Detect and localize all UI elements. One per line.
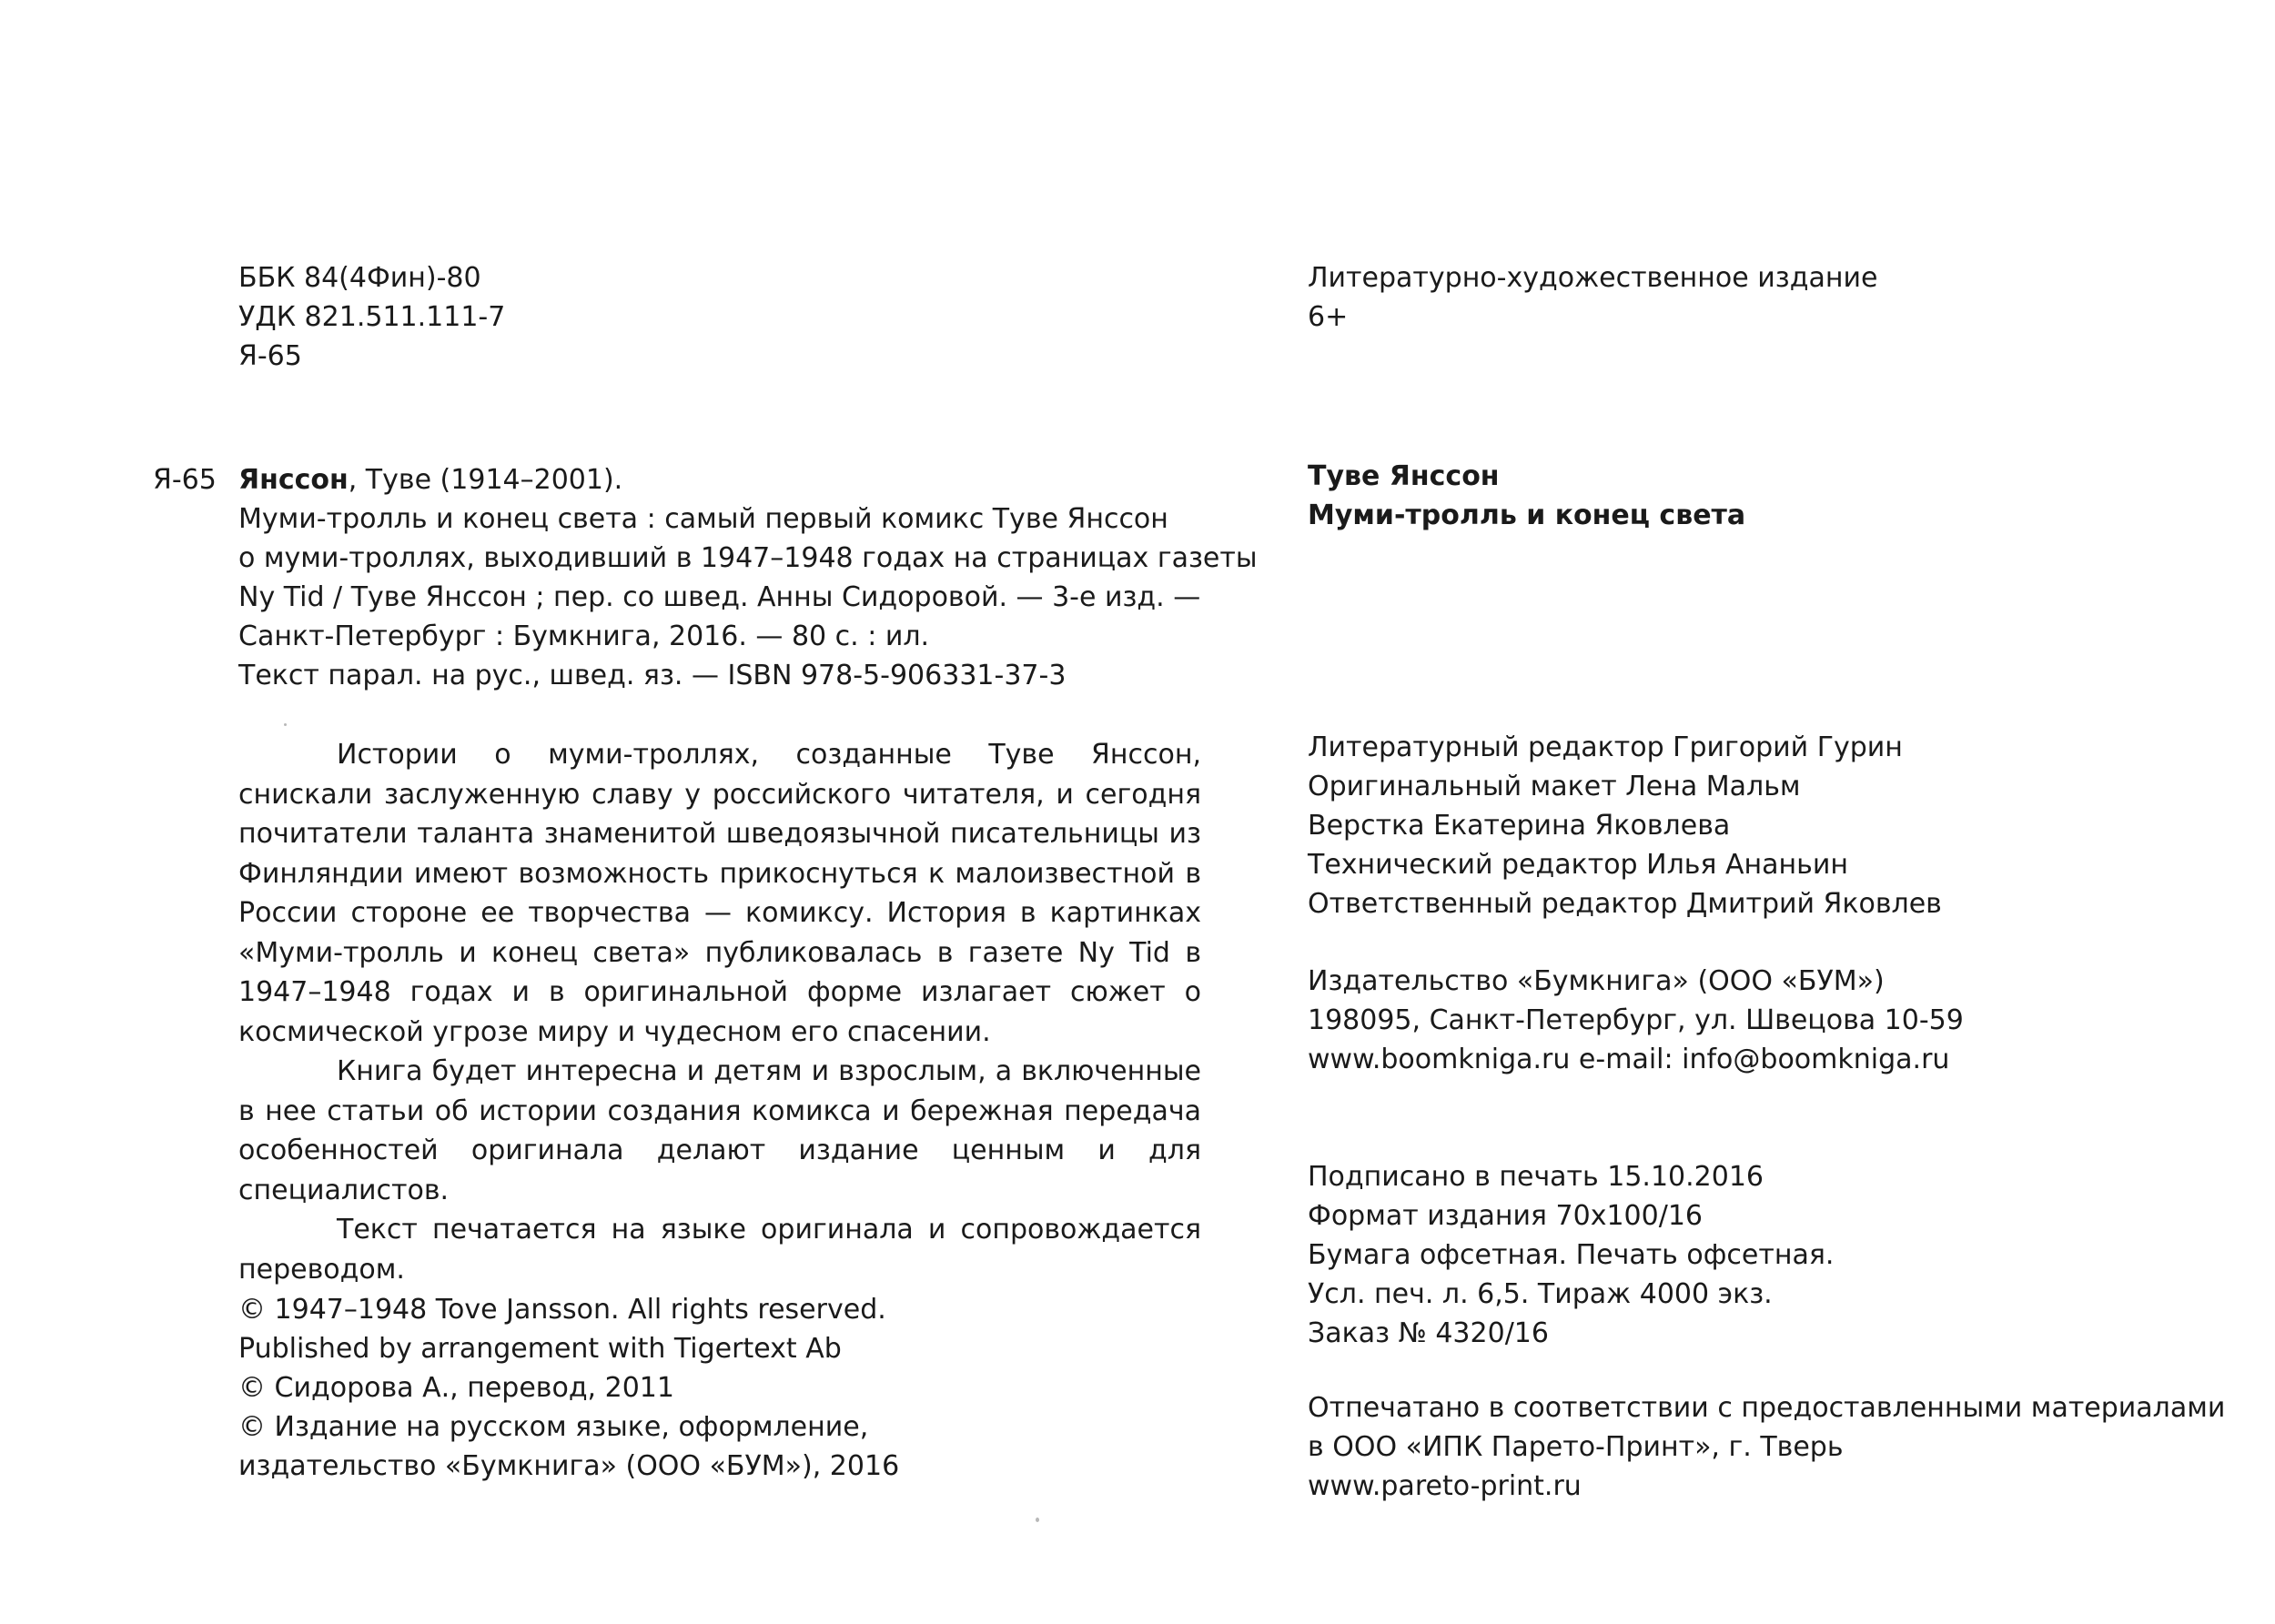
print-line: Бумага офсетная. Печать офсетная. (1308, 1239, 1835, 1271)
udk-code: УДК 821.511.111-7 (238, 301, 506, 333)
annotation-paragraph: Книга будет интересна и детям и взрослым, а включенные в нее статьи об истории создания комикса и бережная передача особенностей оригинала делают издание ценным и для специалистов. (238, 1055, 1201, 1206)
annotation-paragraph: Истории о муми-троллях, созданные Туве Янссон, снискали заслуженную славу у российского читателя, и сегодня почитатели таланта знаменитой шведоязычной писательницы из Финляндии имеют возможность прикоснуться к малоизвестной в России стороне ее творчества — комиксу. История в картинках «Муми-тролль и конец света» публиковалась в газете Ny Tid в 1947–1948 годах и в оригинальной форме излагает сюжет о космической угрозе миру и чудесном его спасении. (238, 739, 1201, 1048)
annotation (238, 735, 1201, 1289)
printer-info (1308, 1388, 2225, 1506)
print-line: Усл. печ. л. 6,5. Тираж 4000 экз. (1308, 1278, 1773, 1310)
bib-line: Санкт-Петербург : Бумкнига, 2016. — 80 с. : ил. (238, 620, 930, 652)
copyright-line: © Сидорова А., перевод, 2011 (238, 1372, 674, 1404)
bib-line: Текст парал. на рус., швед. яз. — ISBN 978-5-906331-37-3 (238, 660, 1067, 691)
author-heading (238, 460, 1258, 499)
book-author: Туве Янссон (1308, 460, 1500, 492)
printer-line: www.pareto-print.ru (1308, 1470, 1582, 1502)
book-title: Муми-тролль и конец света (1308, 499, 1746, 531)
print-line: Подписано в печать 15.10.2016 (1308, 1161, 1764, 1193)
publisher-web: www.boomkniga.ru e-mail: info@boomkniga.ru (1308, 1044, 1950, 1075)
printer-line: Отпечатано в соответствии с предоставленными материалами (1308, 1392, 2226, 1424)
bib-line: Ny Tid / Туве Янссон ; пер. со швед. Анны Сидоровой. — 3-е изд. — (238, 581, 1201, 613)
bbk-code: ББК 84(4Фин)-80 (238, 262, 481, 294)
annotation-paragraph: Текст печатается на языке оригинала и сопровождается переводом. (238, 1214, 1201, 1286)
copyright-line: издательство «Бумкнига» (ООО «БУМ»), 2016 (238, 1450, 900, 1482)
publisher-info (1308, 962, 1964, 1079)
credit-line: Ответственный редактор Дмитрий Яковлев (1308, 888, 1942, 920)
credit-line: Технический редактор Илья Ананьин (1308, 849, 1848, 881)
credit-line: Литературный редактор Григорий Гурин (1308, 731, 1903, 763)
copyright-line: © Издание на русском языке, оформление, (238, 1411, 869, 1443)
margin-author-mark (153, 460, 217, 499)
author-name-dates: , Туве (1914–2001). (348, 464, 623, 496)
author-surname: Янссон (238, 464, 349, 496)
print-line: Формат издания 70x100/16 (1308, 1200, 1703, 1232)
print-details (1308, 1157, 1834, 1353)
scan-speck (1036, 1518, 1039, 1522)
bib-line: о муми-троллях, выходивший в 1947–1948 годах на страницах газеты (238, 542, 1258, 574)
copyright-line: Published by arrangement with Tigertext Ab (238, 1333, 842, 1365)
genre-label: Литературно-художественное издание (1308, 262, 1878, 294)
publisher-name: Издательство «Бумкнига» (ООО «БУМ») (1308, 965, 1885, 997)
publisher-address: 198095, Санкт-Петербург, ул. Швецова 10-59 (1308, 1004, 1964, 1036)
print-line: Заказ № 4320/16 (1308, 1317, 1549, 1349)
printer-line: в ООО «ИПК Парето-Принт», г. Тверь (1308, 1431, 1844, 1463)
author-mark: Я-65 (238, 340, 302, 372)
copyright-line: © 1947–1948 Tove Jansson. All rights reserved. (238, 1294, 886, 1326)
bibliographic-record (238, 460, 1258, 695)
bib-line: Муми-тролль и конец света : самый первый комикс Туве Янссон (238, 503, 1168, 535)
edition-type (1308, 258, 1877, 337)
age-rating: 6+ (1308, 301, 1349, 333)
book-title-block (1308, 457, 1745, 535)
credit-line: Оригинальный макет Лена Мальм (1308, 771, 1801, 802)
margin-code: Я-65 (153, 464, 217, 496)
copyright-notice (238, 1290, 899, 1486)
scan-speck (284, 723, 287, 726)
credit-line: Верстка Екатерина Яковлева (1308, 810, 1731, 842)
editorial-credits (1308, 728, 1942, 923)
classification-codes (238, 258, 505, 376)
